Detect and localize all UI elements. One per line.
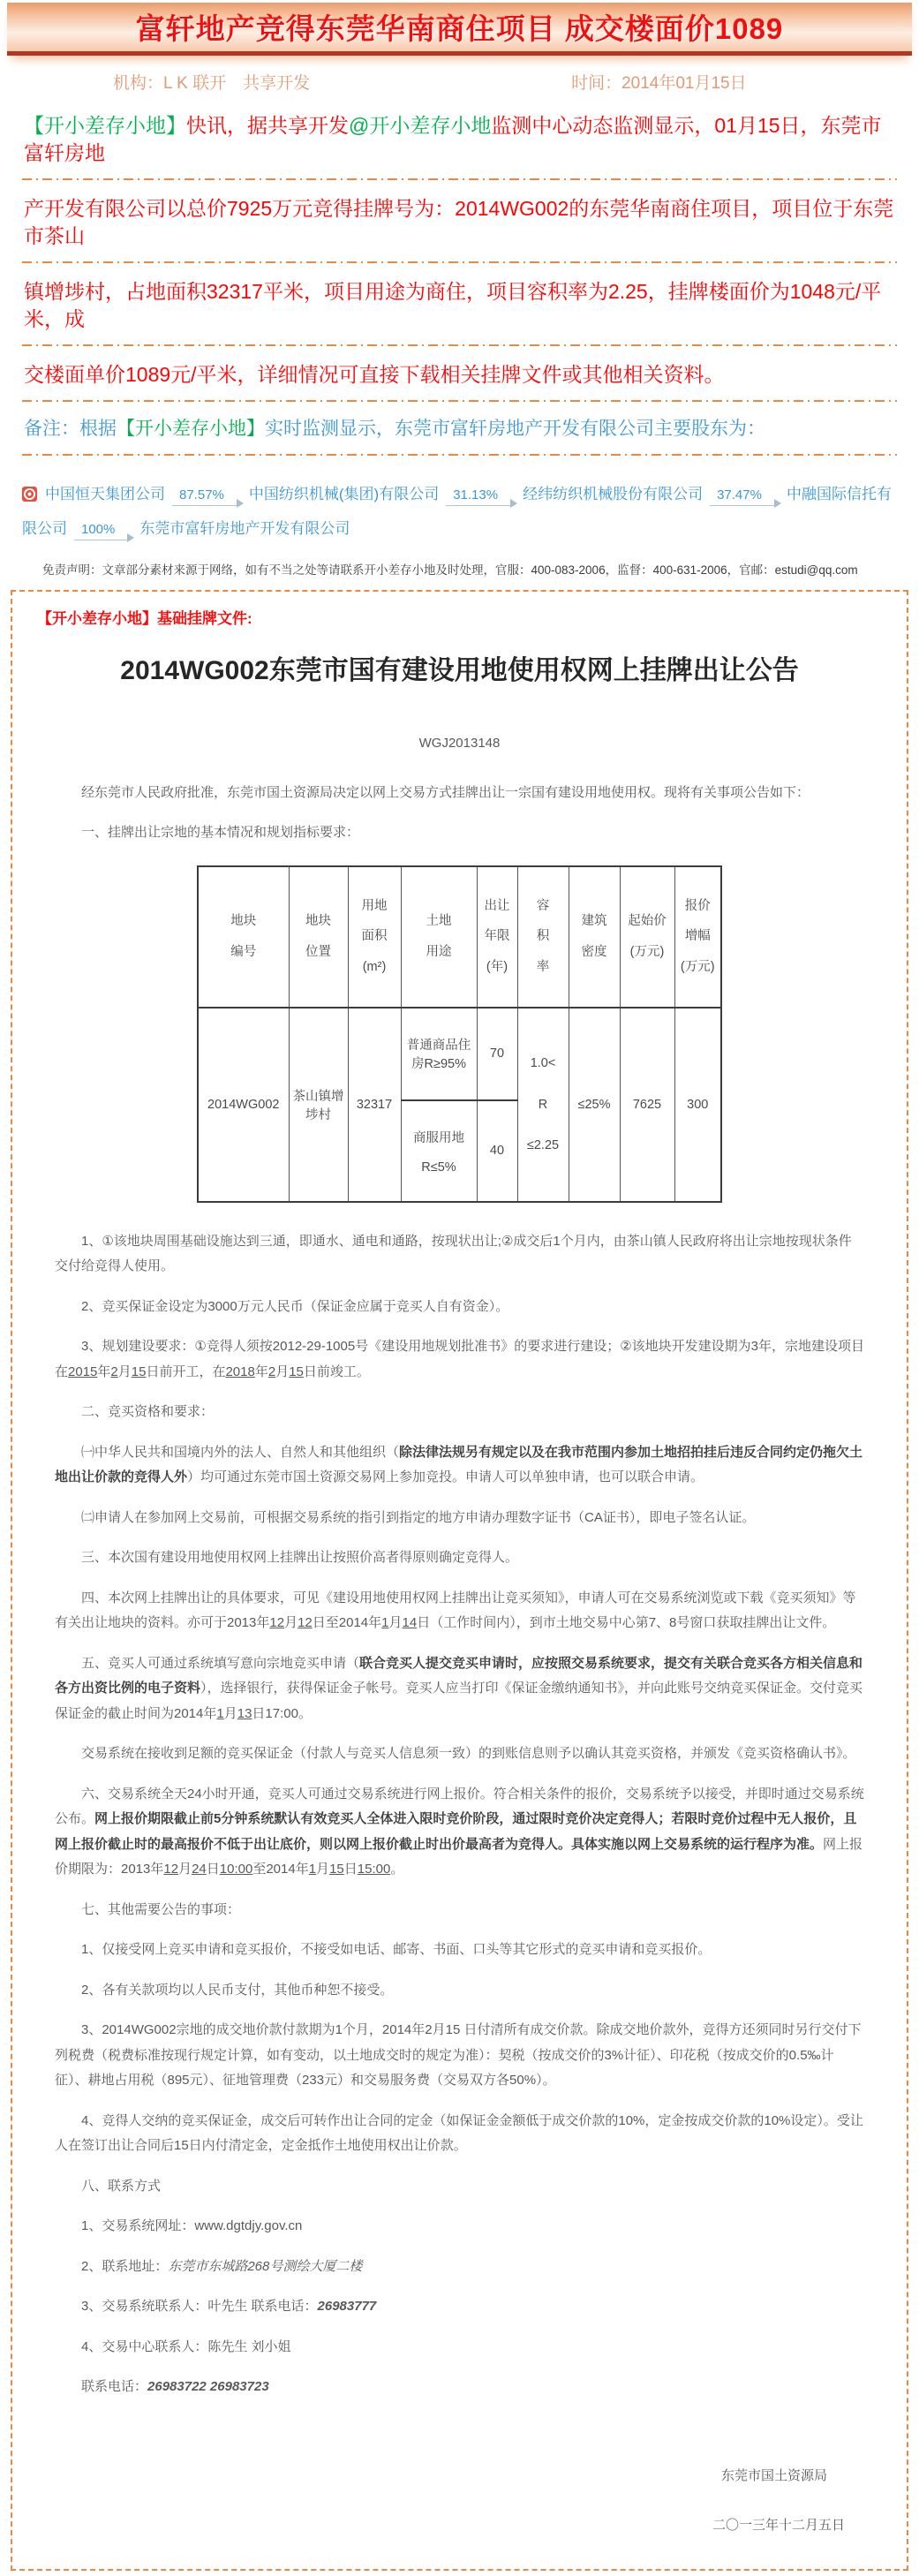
table-header-cell: 容 积 率 bbox=[517, 866, 569, 1008]
doc-paragraph: 六、交易系统全天24小时开通，竞买人可通过交易系统进行网上报价。符合相关条件的报价，交易系统予以接受，并即时通过交易系统公布。网上报价期限截止前5分钟系统默认有效竞买人全体进入限时竞价阶段，通过限时竞价决定竞得人；若限时竞价过程中无人报价，且网上报价截止时的最高报价不低于出让底价，则以网上报价截止时出价最高者为竞得人。具体实施以网上交易系统的运行程序为准。网上报价期限为：2013年12月24日10:00至2014年1月15日15:00。 bbox=[55, 1786, 864, 1877]
page-title: 富轩地产竞得东莞华南商住项目 成交楼面价1089 bbox=[135, 12, 784, 45]
doc-contact-url: 1、交易系统网址：www.dgtdjy.gov.cn bbox=[81, 2218, 303, 2234]
news-line: 镇增埗村，占地面积32317平米，项目用途为商住，项目容积率为2.25，挂牌楼面价为1048元/平米，成 bbox=[24, 280, 882, 331]
agency-label: 机构：L K 联开 共享开发 bbox=[113, 74, 311, 93]
doc-paragraph: 交易系统在接收到足额的竞买保证金（付款人与竞买人信息须一致）的到账信息则予以确认其竞买资格，并颁发《竞买资格确认书》。 bbox=[81, 1746, 856, 1762]
cell-years-2: 40 bbox=[477, 1100, 517, 1202]
doc-contact-person: 3、交易系统联系人：叶先生 联系电话：26983777 bbox=[81, 2299, 377, 2315]
doc-source-label: 【开小差存小地】基础挂牌文件: bbox=[37, 609, 252, 627]
cell-building-density: ≤25% bbox=[569, 1008, 620, 1202]
ownership-arrow-icon bbox=[172, 477, 240, 511]
time-label: 时间：2014年01月15日 bbox=[571, 74, 747, 93]
meta-row bbox=[0, 56, 919, 97]
page bbox=[0, 3, 919, 2571]
doc-paragraph: 2、竞买保证金设定为3000万元人民币（保证金应属于竞买人自有资金）。 bbox=[81, 1298, 509, 1314]
doc-section-heading: 二、竞买资格和要求： bbox=[81, 1404, 215, 1420]
cell-start-price: 7625 bbox=[620, 1008, 674, 1202]
news-summary bbox=[22, 97, 897, 456]
table-header-cell: 起始价 (万元) bbox=[620, 866, 674, 1008]
arrow-head-icon bbox=[127, 533, 134, 542]
company-link[interactable]: 经纬纺织机械股份有限公司 bbox=[523, 485, 704, 502]
doc-section-heading: 一、挂牌出让宗地的基本情况和规划指标要求： bbox=[81, 825, 360, 841]
doc-intro: 经东莞市人民政府批准，东莞市国土资源局决定以网上交易方式挂牌出让一宗国有建设用地使用权。现将有关事项公告如下： bbox=[81, 784, 810, 800]
news-line: 交楼面单价1089元/平米，详细情况可直接下载相关挂牌文件或其他相关资料。 bbox=[24, 363, 725, 387]
ownership-percent: 31.13% bbox=[446, 487, 514, 507]
page-banner bbox=[7, 3, 912, 56]
table-header-cell: 报价 增幅 (万元) bbox=[674, 866, 721, 1008]
shareholder-chain bbox=[22, 477, 897, 546]
company-link[interactable]: 东莞市富轩房地产开发有限公司 bbox=[139, 519, 350, 537]
cell-area: 32317 bbox=[348, 1008, 401, 1202]
table-header-cell: 地块 位置 bbox=[289, 866, 348, 1008]
table-row bbox=[198, 1008, 721, 1100]
ownership-arrow-icon bbox=[446, 477, 514, 511]
company-link[interactable]: 中国纺织机械(集团)有限公司 bbox=[248, 485, 440, 502]
cell-floor-area-ratio: 1.0< R ≤2.25 bbox=[517, 1008, 569, 1202]
signature-organization: 东莞市国土资源局 bbox=[720, 2467, 827, 2483]
ownership-percent: 100% bbox=[74, 521, 131, 541]
table-header-row bbox=[198, 866, 721, 1008]
doc-section-heading: 三、本次国有建设用地使用权网上挂牌出让按照价高者得原则确定竞得人。 bbox=[81, 1550, 519, 1566]
table-header-cell: 用地 面积 (m²) bbox=[348, 866, 401, 1008]
doc-paragraph: 4、竞得人交纳的竞买保证金，成交后可转作出让合同的定金（如保证金金额低于成交价款的10%，定金按成交价款的10%设定）。受让人在签订出让合同后15日内付清定金，定金抵作土地使用权出让价款。 bbox=[55, 2112, 863, 2154]
doc-paragraph: 3、规划建设要求：①竞得人须按2012-29-1005号《建设用地规划批准书》的要求进行建设；②该地块开发建设期为3年，宗地建设项目在2015年2月15日前开工，在2018年2月15日前竣工。 bbox=[55, 1339, 864, 1379]
ownership-percent: 37.47% bbox=[710, 487, 778, 507]
ownership-arrow-icon bbox=[74, 511, 131, 546]
signature-date: 二〇一三年十二月五日 bbox=[712, 2518, 845, 2534]
doc-title: 2014WG002东莞市国有建设用地使用权网上挂牌出让公告 bbox=[120, 655, 799, 685]
disclaimer-text: 免责声明：文章部分素材来源于网络，如有不当之处等请联系开小差存小地及时处理，官服：400-083-2006，监督：400-631-2006，官邮：estudi@qq.com bbox=[42, 563, 858, 577]
doc-paragraph: 五、竞买人可通过系统填写意向宗地竞买申请（联合竞买人提交竞买申请时，应按照交易系统要求，提交有关联合竞买各方相关信息和各方出资比例的电子资料），选择银行，获得保证金子帐号。竞买人应当打印《保证金缴纳通知书》，并向此账号交纳竞买保证金。交付竞买保证金的截止时间为2014年1月13日17:00。 bbox=[55, 1655, 863, 1721]
table-header-cell: 地块 编号 bbox=[198, 866, 289, 1008]
doc-contact-address: 2、联系地址：东莞市东城路268号测绘大厦二楼 bbox=[81, 2258, 363, 2274]
table-header-cell: 出让 年限 (年) bbox=[477, 866, 517, 1008]
listing-document-box bbox=[11, 590, 908, 2571]
doc-section-heading: 七、其他需要公告的事项： bbox=[81, 1901, 241, 1917]
dashed-divider bbox=[22, 454, 897, 456]
cell-land-use-1: 普通商品住 房R≥95% bbox=[401, 1008, 477, 1100]
cell-years-1: 70 bbox=[477, 1008, 517, 1100]
doc-paragraph: ㈡申请人在参加网上交易前，可根据交易系统的指引到指定的地方申请办理数字证书（CA证书），即电子签名认证。 bbox=[81, 1509, 756, 1525]
cell-bid-increment: 300 bbox=[674, 1008, 721, 1202]
doc-paragraph: 四、本次网上挂牌出让的具体要求，可见《建设用地使用权网上挂牌出让竞买须知》，申请人可在交易系统浏览或下载《竞买须知》等有关出让地块的资料。亦可于2013年12月12日至2014年1月14日（工作时间内），到市土地交易中心第7、8号窗口获取挂牌出让文件。 bbox=[55, 1590, 856, 1631]
cell-location: 茶山镇增埗村 bbox=[289, 1008, 348, 1202]
chain-node bbox=[139, 520, 350, 537]
ownership-arrow-icon bbox=[710, 477, 778, 511]
doc-paragraph: ㈠中华人民共和国境内外的法人、自然人和其他组织（除法律法规另有规定以及在我市范围内参加土地招拍挂后违反合同约定仍拖欠土地出让价款的竞得人外）均可通过东莞市国土资源交易网上参加竞投。申请人可以单独申请，也可以联合申请。 bbox=[55, 1444, 863, 1485]
doc-contact-phone: 联系电话：26983722 26983723 bbox=[81, 2379, 269, 2395]
land-parcel-table bbox=[197, 865, 722, 1203]
doc-number: WGJ2013148 bbox=[418, 735, 501, 751]
shareholder-note: 备注：根据【开小差存小地】实时监测显示，东莞市富轩房地产开发有限公司主要股东为： bbox=[24, 419, 765, 440]
table-header-cell: 建筑 密度 bbox=[569, 866, 620, 1008]
doc-section-heading: 八、联系方式 bbox=[81, 2178, 162, 2194]
doc-contact-person: 4、交易中心联系人：陈先生 刘小姐 bbox=[81, 2338, 291, 2354]
company-link[interactable]: 中国恒天集团公司 bbox=[45, 485, 165, 502]
doc-paragraph: 3、2014WG002宗地的成交地价款付款期为1个月，2014年2月15 日付清所有成交价款。除成交地价款外，竞得方还须同时另行交付下列税费（税费标准按现行规定计算，如有变动，以土地成交时的规定为准）：契税（按成交价的3%计征）、印花税（按成交价的0.5‰计征）、耕地占用税（895元）、征地管理费（233元）和交易服务费（交易双方各50%）。 bbox=[55, 2022, 862, 2089]
news-line: 产开发有限公司以总价7925万元竞得挂牌号为：2014WG002的东莞华南商住项目，项目位于东莞市茶山 bbox=[24, 197, 894, 248]
chain-node bbox=[249, 486, 439, 502]
cell-parcel-id: 2014WG002 bbox=[198, 1008, 289, 1202]
ownership-percent: 87.57% bbox=[172, 487, 240, 507]
arrow-head-icon bbox=[774, 499, 781, 508]
arrow-head-icon bbox=[237, 499, 244, 508]
table-header-cell: 土地 用途 bbox=[401, 866, 477, 1008]
doc-paragraph: 1、仅接受网上竞买申请和竞买报价，不接受如电话、邮寄、书面、口头等其它形式的竞买申请和竞买报价。 bbox=[81, 1942, 712, 1958]
chain-node bbox=[22, 486, 165, 502]
doc-paragraph: 2、各有关款项均以人民币支付，其他币种恕不接受。 bbox=[81, 1982, 394, 1998]
doc-body bbox=[28, 781, 891, 2539]
arrow-head-icon bbox=[510, 499, 517, 508]
news-line: 【开小差存小地】快讯，据共享开发@开小差存小地监测中心动态监测显示，01月15日，东莞市富轩房地 bbox=[24, 114, 882, 165]
chain-node bbox=[523, 486, 703, 502]
cell-land-use-2: 商服用地 R≤5% bbox=[401, 1100, 477, 1202]
doc-paragraph: 1、①该地块周围基础设施达到三通，即通水、通电和通路，按现状出让;②成交后1个月内，由茶山镇人民政府将出让宗地按现状条件交付给竞得人使用。 bbox=[55, 1233, 852, 1274]
company-link[interactable]: 中融国际信托有限公司 bbox=[22, 485, 892, 537]
company-logo-icon bbox=[22, 487, 37, 502]
